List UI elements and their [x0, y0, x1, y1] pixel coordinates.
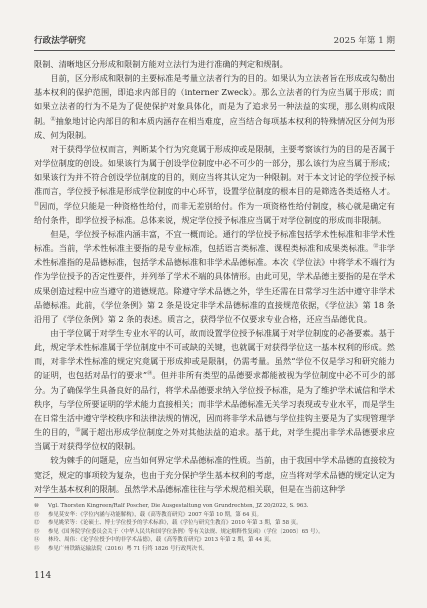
footnote-ref: ⑬	[373, 243, 379, 250]
footnote: ⑬ 参见《国务院学位委员会关于〈中华人民共和国学位条例〉等有关法规、规定解释性复函》（学位〔2005〕65 号）。	[34, 528, 324, 535]
paragraph: 但是，学位授予标准内涵丰富，不宜一概而论。通行的学位授予标准包括学术性标准和非学术性标准。当前，学术性标准主要指的是专业标准，包括语言类标准、课程类标准和成果类标准。⑬非学术性标准指的是品德标准，包括学术品德标准和非学术品德标准。本次《学位法》中将学术不端行为作为学位授予的否定性要件，并列举了学术不端的具体情形。由此可见，学术品德主要指的是在学术成果创造过程中应当遵守的道德规范。除遵守学术品德之外，学生还需在日常学习生活中遵守非学术品德标准。此前，《学位条例》第 2 条是设定非学术品德标准的直接规范依据，《学位法》第 18 条沿用了《学位条例》第 2 条的表述。质言之，获得学位不仅要求专业合格，还应当品德优良。	[34, 228, 395, 324]
paragraph: 限制、清晰地区分形成和限制方能对立法行为进行准确的判定和规制。	[34, 59, 288, 69]
paragraph: 目前，区分形成和限制的主要标准是考量立法者行为的目的。如果认为立法者旨在形成或勾勒出基本权利的保护范围，即追求内部目的（interner Zweck）。那么立法者的行为应当属于形成；而如果立法者的行为不是为了促使保护对象具体化，而是为了追求另一种法益的实现，那么则构成限制。⑪抽象地讨论内部目的和本质内涵存在相当难度，应当结合每项基本权利的特殊情况区分何为形成、何为限制。	[34, 73, 395, 140]
footnote-ref: ⑮	[75, 427, 81, 434]
footnote-ref: ⑭	[147, 370, 153, 377]
footnote: ⑪ 参见莫安华：《学位内涵与功能解构》，载《高等教育研究》2007 年第 10 期，第 64 页。	[34, 511, 262, 518]
footnote-ref: ⑪	[50, 115, 56, 122]
footnote: ⑩ Vgl. Thorsten Kingreen/Ralf Poscher, Die Ausgestaltung von Grundrechten, JZ 20/2022, S. 963.	[34, 503, 309, 509]
article-body	[34, 57, 395, 496]
paragraph: 较为棘手的问题是，应当如何界定学术品德标准的性质。当前，由于我国中学术品德的直接较为宽泛，规定的事项较为复杂，也由于充分保护学生基本权利的考虑，应当将对学术品德的规定认定为对学生基本权利的限制。虽然学术品德标准往往与学术规范相关联，但是在当前这种学	[34, 455, 395, 494]
header-rule	[34, 50, 395, 51]
footnote: ⑮ 参见广州铁路运输法院（2016）粤 71 行终 1826 号行政判决书。	[34, 545, 208, 552]
journal-title: 行政法学研究	[34, 36, 86, 46]
paragraph: 由于学位属于对学生专业水平的认可，故而设置学位授予标准属于对学位制度的必备要素。基于此，规定学术性标准属于学位制度中不可或缺的关键，也就属于对获得学位这一基本权利的形成。然而，对非学术性标准的规定究竟属于形成抑或是限制，仍需考量。虽然“学位不仅是学习和研究能力的证明，也包括对品行的要求”⑭。但并非所有类型的品德要求都能被视为学位制度中必不可少的部分。为了确保学生具备良好的品行，将学术品德要求纳入学位授予标准，是为了维护学术诚信和学术秩序，与学位所要证明的学术能力直接相关；而非学术品德标准无关学习表现或专业水平，而是学生在日常生活中遵守学校秩序和法律法规的情况，因而将非学术品德与学位挂钩主要是为了实现管理学生的目的，⑮属于超出形成学位制度之外对其他法益的追求。基于此，对学生提出非学术品德要求应当属于对获得学位权的限制。	[34, 327, 395, 452]
footnote: ⑭ 林玲、周伟：《论学位授予中的非学术品德》，载《高等教育研究》2013 年第 2 期，第 44 页。	[34, 537, 275, 543]
footnote: ⑫ 参见姚荣等：《论硕士、博士学位授予的学术标准》，载《学位与研究生教育》2010 年第 3 期，第 58 页。	[34, 520, 302, 526]
page-number: 114	[34, 571, 52, 581]
footnote-rule	[34, 497, 114, 498]
issue-label: 2025 年第 1 期	[333, 36, 395, 46]
paragraph: 对于获得学位权而言，判断某个行为究竟属于形成抑或是限制，主要考察该行为的目的是否属于对学位制度的创设。如果该行为属于创设学位制度中必不可少的一部分，那么该行为应当属于形成；如果该行为并不符合创设学位制度的目的，则应当将其认定为一种限制。对于本文讨论的学位授予标准而言，学位授予标准是形成学位制度的中心环节，设置学位制度的根本目的是筛选各类适格人才。⑫因而，学位只能是一种资格性给付，而非无差别给付。作为一项资格性给付制度，核心就是确定有给付条件，即学位授予标准。总体来说，规定学位授予标准应当属于对学位制度的形成而非限制。	[34, 143, 395, 225]
footnotes	[34, 502, 395, 553]
running-header	[34, 34, 395, 48]
footnote-ref: ⑫	[34, 200, 40, 207]
